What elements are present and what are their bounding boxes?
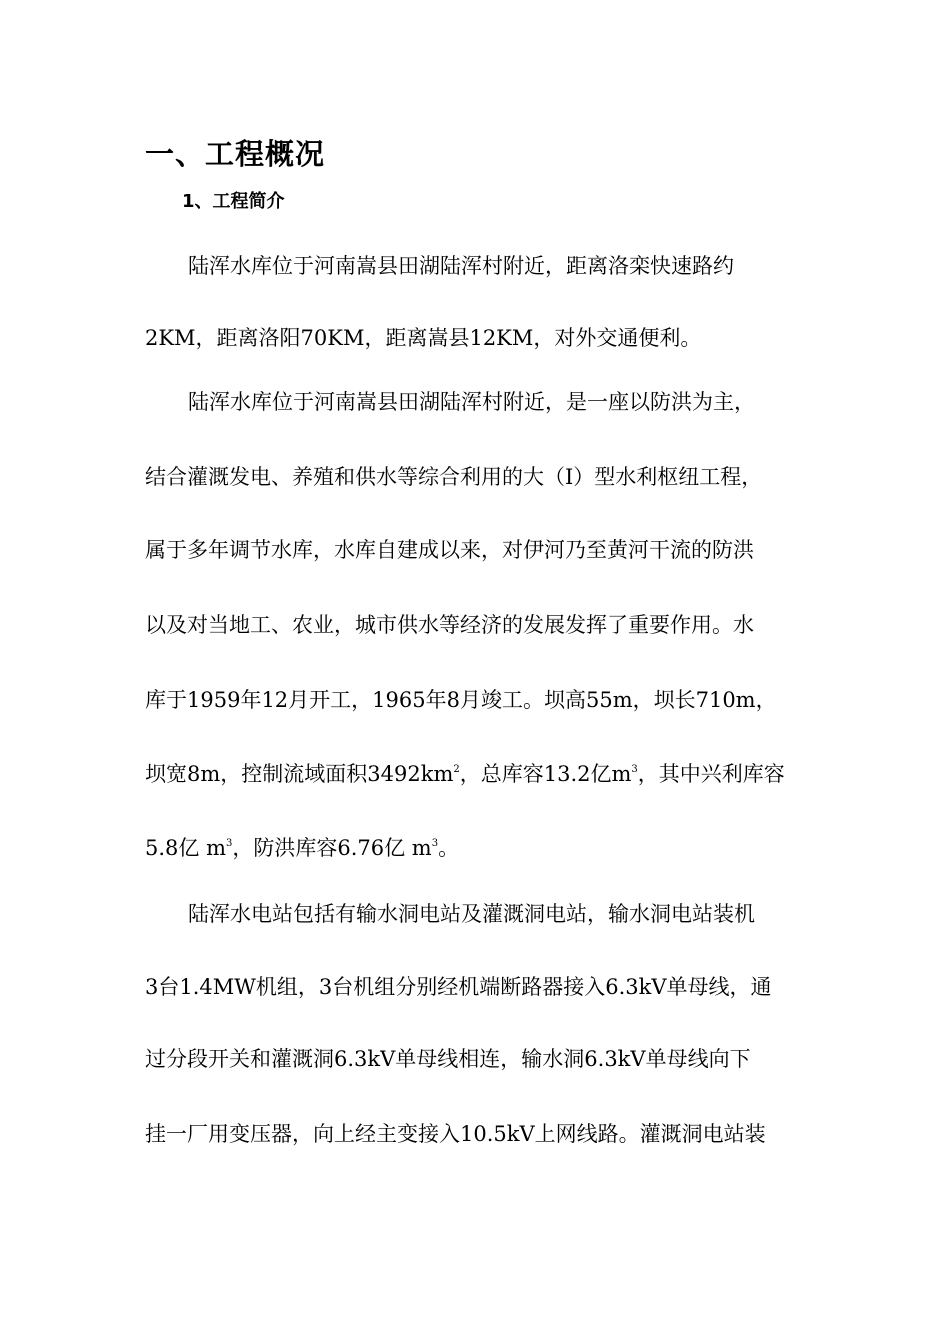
text-run: ，总库容13.2亿m: [459, 762, 632, 786]
text-run: 坝宽8m，控制流域面积3492km: [145, 762, 454, 786]
paragraph-line: 结合灌溉发电、养殖和供水等综合利用的大（Ⅰ）型水利枢纽工程，: [145, 465, 763, 489]
paragraph-line: 陆浑水库位于河南嵩县田湖陆浑村附近，距离洛栾快速路约: [188, 254, 734, 278]
superscript: 2: [453, 764, 460, 775]
superscript: 3: [631, 764, 638, 775]
paragraph-line: [145, 762, 785, 786]
paragraph-line: 库于1959年12月开工，1965年8月竣工。坝高55m，坝长710m，: [145, 688, 777, 712]
text-run: 5.8亿 m: [145, 836, 226, 860]
text-run: ，防洪库容6.76亿 m: [232, 836, 432, 860]
superscript: 3: [431, 838, 439, 849]
paragraph-line: 2KM，距离洛阳70KM，距离嵩县12KM，对外交通便利。: [145, 326, 702, 350]
paragraph-line: 过分段开关和灌溉洞6.3kV单母线相连，输水洞6.3kV单母线向下: [145, 1047, 751, 1071]
paragraph-line: 陆浑水库位于河南嵩县田湖陆浑村附近，是一座以防洪为主，: [188, 390, 755, 414]
superscript: 3: [226, 838, 233, 849]
text-run: ，其中兴利库容: [637, 762, 785, 786]
paragraph-line: 3台1.4MW机组，3台机组分别经机端断路器接入6.3kV单母线，通: [145, 975, 772, 999]
text-run: 。: [438, 836, 460, 860]
section-heading: 一、工程概况: [145, 137, 326, 171]
subsection-heading: 1、工程简介: [182, 191, 285, 212]
paragraph-line: 陆浑水电站包括有输水洞电站及灌溉洞电站，输水洞电站装机: [188, 902, 755, 926]
paragraph-line: 属于多年调节水库，水库自建成以来，对伊河乃至黄河干流的防洪: [145, 538, 754, 562]
paragraph-line: 以及对当地工、农业，城市供水等经济的发展发挥了重要作用。水: [145, 613, 754, 637]
paragraph-line: [145, 836, 459, 860]
paragraph-line: 挂一厂用变压器，向上经主变接入10.5kV上网线路。灌溉洞电站装: [145, 1122, 766, 1146]
